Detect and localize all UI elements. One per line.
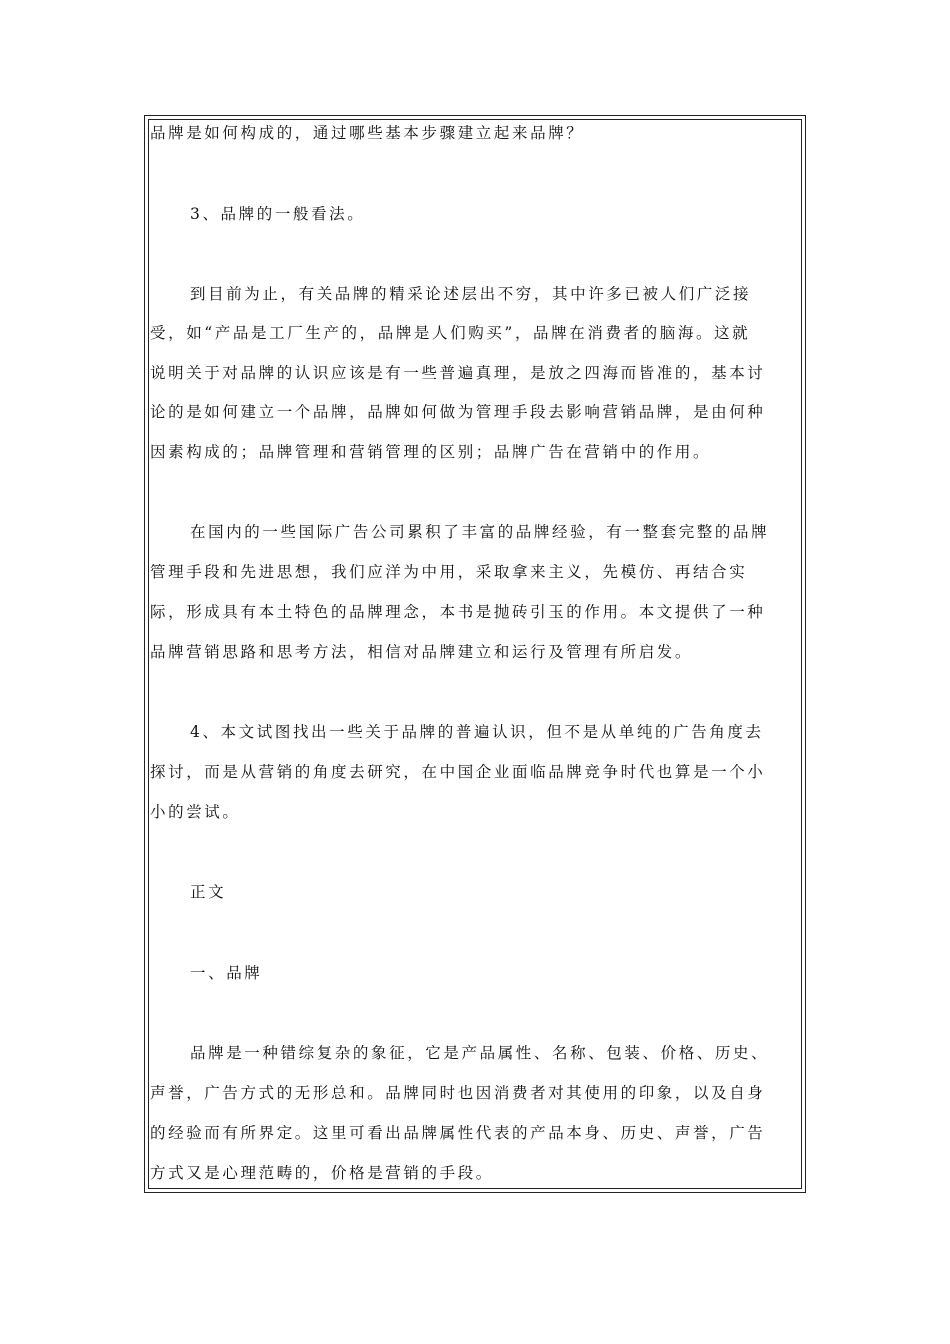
- text-line: 探讨，而是从营销的角度去研究，在中国企业面临品牌竞争时代也算是一个小: [150, 763, 766, 781]
- text-line: 4、本文试图找出一些关于品牌的普遍认识，但不是从单纯的广告角度去: [190, 723, 764, 741]
- text-line: 的经验而有所界定。这里可看出品牌属性代表的产品本身、历史、声誉，广告: [150, 1124, 766, 1142]
- text-line: 品牌是一种错综复杂的象征，它是产品属性、名称、包装、价格、历史、: [190, 1044, 770, 1062]
- text-line: 声誉，广告方式的无形总和。品牌同时也因消费者对其使用的印象，以及自身: [150, 1084, 766, 1102]
- section-heading: 一、品牌: [190, 964, 263, 982]
- text-line: 说明关于对品牌的认识应该是有一些普遍真理，是放之四海而皆准的，基本讨: [150, 364, 766, 382]
- section-heading: 正文: [190, 883, 227, 901]
- text-line: 因素构成的；品牌管理和营销管理的区别；品牌广告在营销中的作用。: [150, 443, 712, 461]
- text-line: 品牌营销思路和思考方法，相信对品牌建立和运行及管理有所启发。: [150, 643, 694, 661]
- text-line: 际，形成具有本土特色的品牌理念，本书是抛砖引玉的作用。本文提供了一种: [150, 603, 766, 621]
- text-line: 论的是如何建立一个品牌，品牌如何做为管理手段去影响营销品牌，是由何种: [150, 403, 766, 421]
- text-line: 受，如“产品是工厂生产的，品牌是人们购买”，品牌在消费者的脑海。这就: [150, 324, 751, 342]
- text-line: 小的尝试。: [150, 803, 241, 821]
- text-line: 管理手段和先进思想，我们应洋为中用，采取拿来主义，先模仿、再结合实: [150, 563, 748, 581]
- text-line: 在国内的一些国际广告公司累积了丰富的品牌经验，有一整套完整的品牌: [190, 523, 770, 541]
- text-line: 到目前为止，有关品牌的精采论述层出不穷，其中许多已被人们广泛接: [190, 285, 752, 303]
- text-line: 方式又是心理范畴的，价格是营销的手段。: [150, 1164, 494, 1182]
- text-line: 品牌是如何构成的，通过哪些基本步骤建立起来品牌？: [150, 124, 585, 142]
- section-heading: 3、品牌的一般看法。: [190, 205, 366, 223]
